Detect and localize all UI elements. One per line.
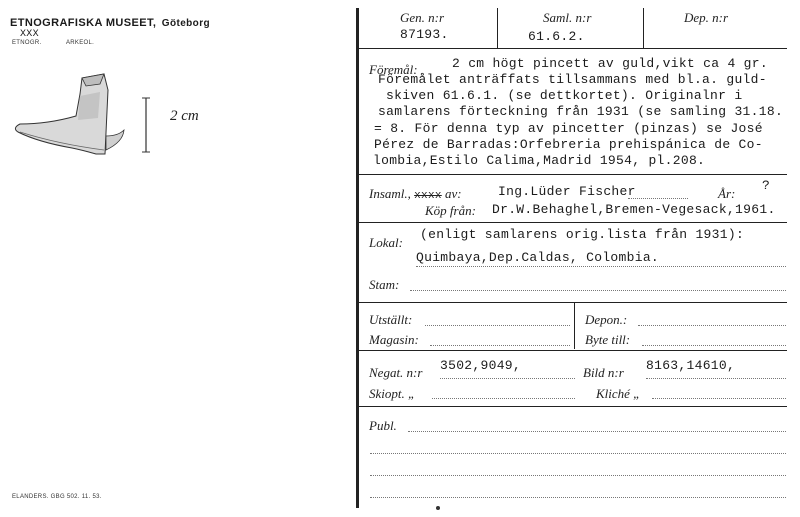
ar-label: År: [718, 186, 736, 201]
stam-dots [410, 290, 786, 291]
lokal-line-2: Quimbaya,Dep.Caldas, Colombia. [416, 250, 660, 265]
insaml-label [369, 186, 462, 202]
bild-label: Bild n:r [583, 365, 624, 380]
lokal-label: Lokal: [369, 235, 403, 250]
foremal-rule [357, 174, 787, 175]
foremal-line-5: = 8. För denna typ av pincetter (pinzas) se José [374, 121, 763, 136]
publ-dots-3 [370, 475, 786, 476]
ar-value: ? [762, 178, 771, 193]
header-divider-1 [497, 8, 498, 48]
insaml-rule [357, 222, 787, 223]
header-rule [357, 48, 787, 49]
foremal-line-6: Pérez de Barradas:Orfebreria prehispánica de Co- [374, 137, 763, 152]
skiopt-dots [432, 398, 575, 399]
kliche-label: Kliché „ [596, 386, 641, 401]
publ-dots-2 [370, 453, 786, 454]
foremal-line-3: skiven 61.6.1. (se dettkortet). Originalnr i [386, 88, 743, 103]
magasin-dots [430, 345, 570, 346]
byte-dots [642, 345, 786, 346]
lokal-line-1: (enligt samlarens orig.lista från 1931): [420, 227, 745, 242]
printer-mark: ELANDERS. GBG 502. 11. 53. [12, 494, 102, 500]
utstallt-divider [574, 303, 575, 349]
dept-arkeol: ARKEOL. [66, 40, 95, 46]
lokal-dots [416, 266, 786, 267]
insaml-value: Ing.Lüder Fischer [498, 184, 636, 199]
utstallt-dots [425, 325, 570, 326]
scale-note: 2 cm [170, 108, 199, 124]
magasin-label: Magasin: [369, 332, 419, 347]
negat-value: 3502,9049, [440, 358, 522, 373]
foremal-line-4: samlarens förteckning från 1931 (se samling 31.18. [378, 104, 784, 119]
foremal-line-2: Föremålet anträffats tillsammans med bl.a. guld- [378, 72, 767, 87]
utstallt-label: Utställt: [369, 312, 413, 327]
museum-title: ETNOGRAFISKA MUSEET, [10, 17, 157, 29]
kliche-dots [652, 398, 786, 399]
card-hole-dot [436, 506, 440, 510]
publ-dots-4 [370, 497, 786, 498]
utstallt-rule [357, 350, 787, 351]
stam-rule [357, 302, 787, 303]
insaml-av-label: av: [445, 186, 462, 201]
dep-label: Dep. n:r [684, 10, 729, 25]
negat-label: Negat. n:r [369, 365, 423, 380]
gen-value: 87193. [400, 27, 449, 42]
saml-label: Saml. n:r [543, 10, 592, 25]
museum-city: Göteborg [161, 18, 210, 29]
bild-value: 8163,14610, [646, 358, 736, 373]
xxx-mark: XXX [20, 29, 39, 40]
foremal-line-1: 2 cm högt pincett av guld,vikt ca 4 gr. [452, 56, 768, 71]
card-left-border [356, 8, 359, 508]
insaml-label-text: Insaml., [369, 186, 411, 201]
kop-label: Köp från: [425, 203, 476, 218]
stam-label: Stam: [369, 277, 400, 292]
dept-etnogr: ETNOGR. [12, 40, 42, 46]
depon-label: Depon.: [585, 312, 628, 327]
museum-name [10, 17, 210, 29]
byte-label: Byte till: [585, 332, 631, 347]
insaml-dots [628, 198, 688, 199]
saml-value: 61.6.2. [528, 29, 585, 44]
header-divider-2 [643, 8, 644, 48]
gen-label: Gen. n:r [400, 10, 445, 25]
publ-label: Publ. [369, 418, 397, 433]
foremal-label: Föremål: [369, 62, 418, 77]
skiopt-label: Skiopt. „ [369, 386, 416, 401]
bild-dots [646, 378, 786, 379]
foremal-line-7: lombia,Estilo Calima,Madrid 1954, pl.208. [373, 153, 706, 168]
kop-value: Dr.W.Behaghel,Bremen-Vegesack,1961. [492, 202, 776, 217]
depon-dots [638, 325, 786, 326]
negat-dots [440, 378, 575, 379]
negat-rule [357, 406, 787, 407]
publ-dots-1 [408, 431, 786, 432]
insaml-struck: xxxx [414, 190, 442, 202]
